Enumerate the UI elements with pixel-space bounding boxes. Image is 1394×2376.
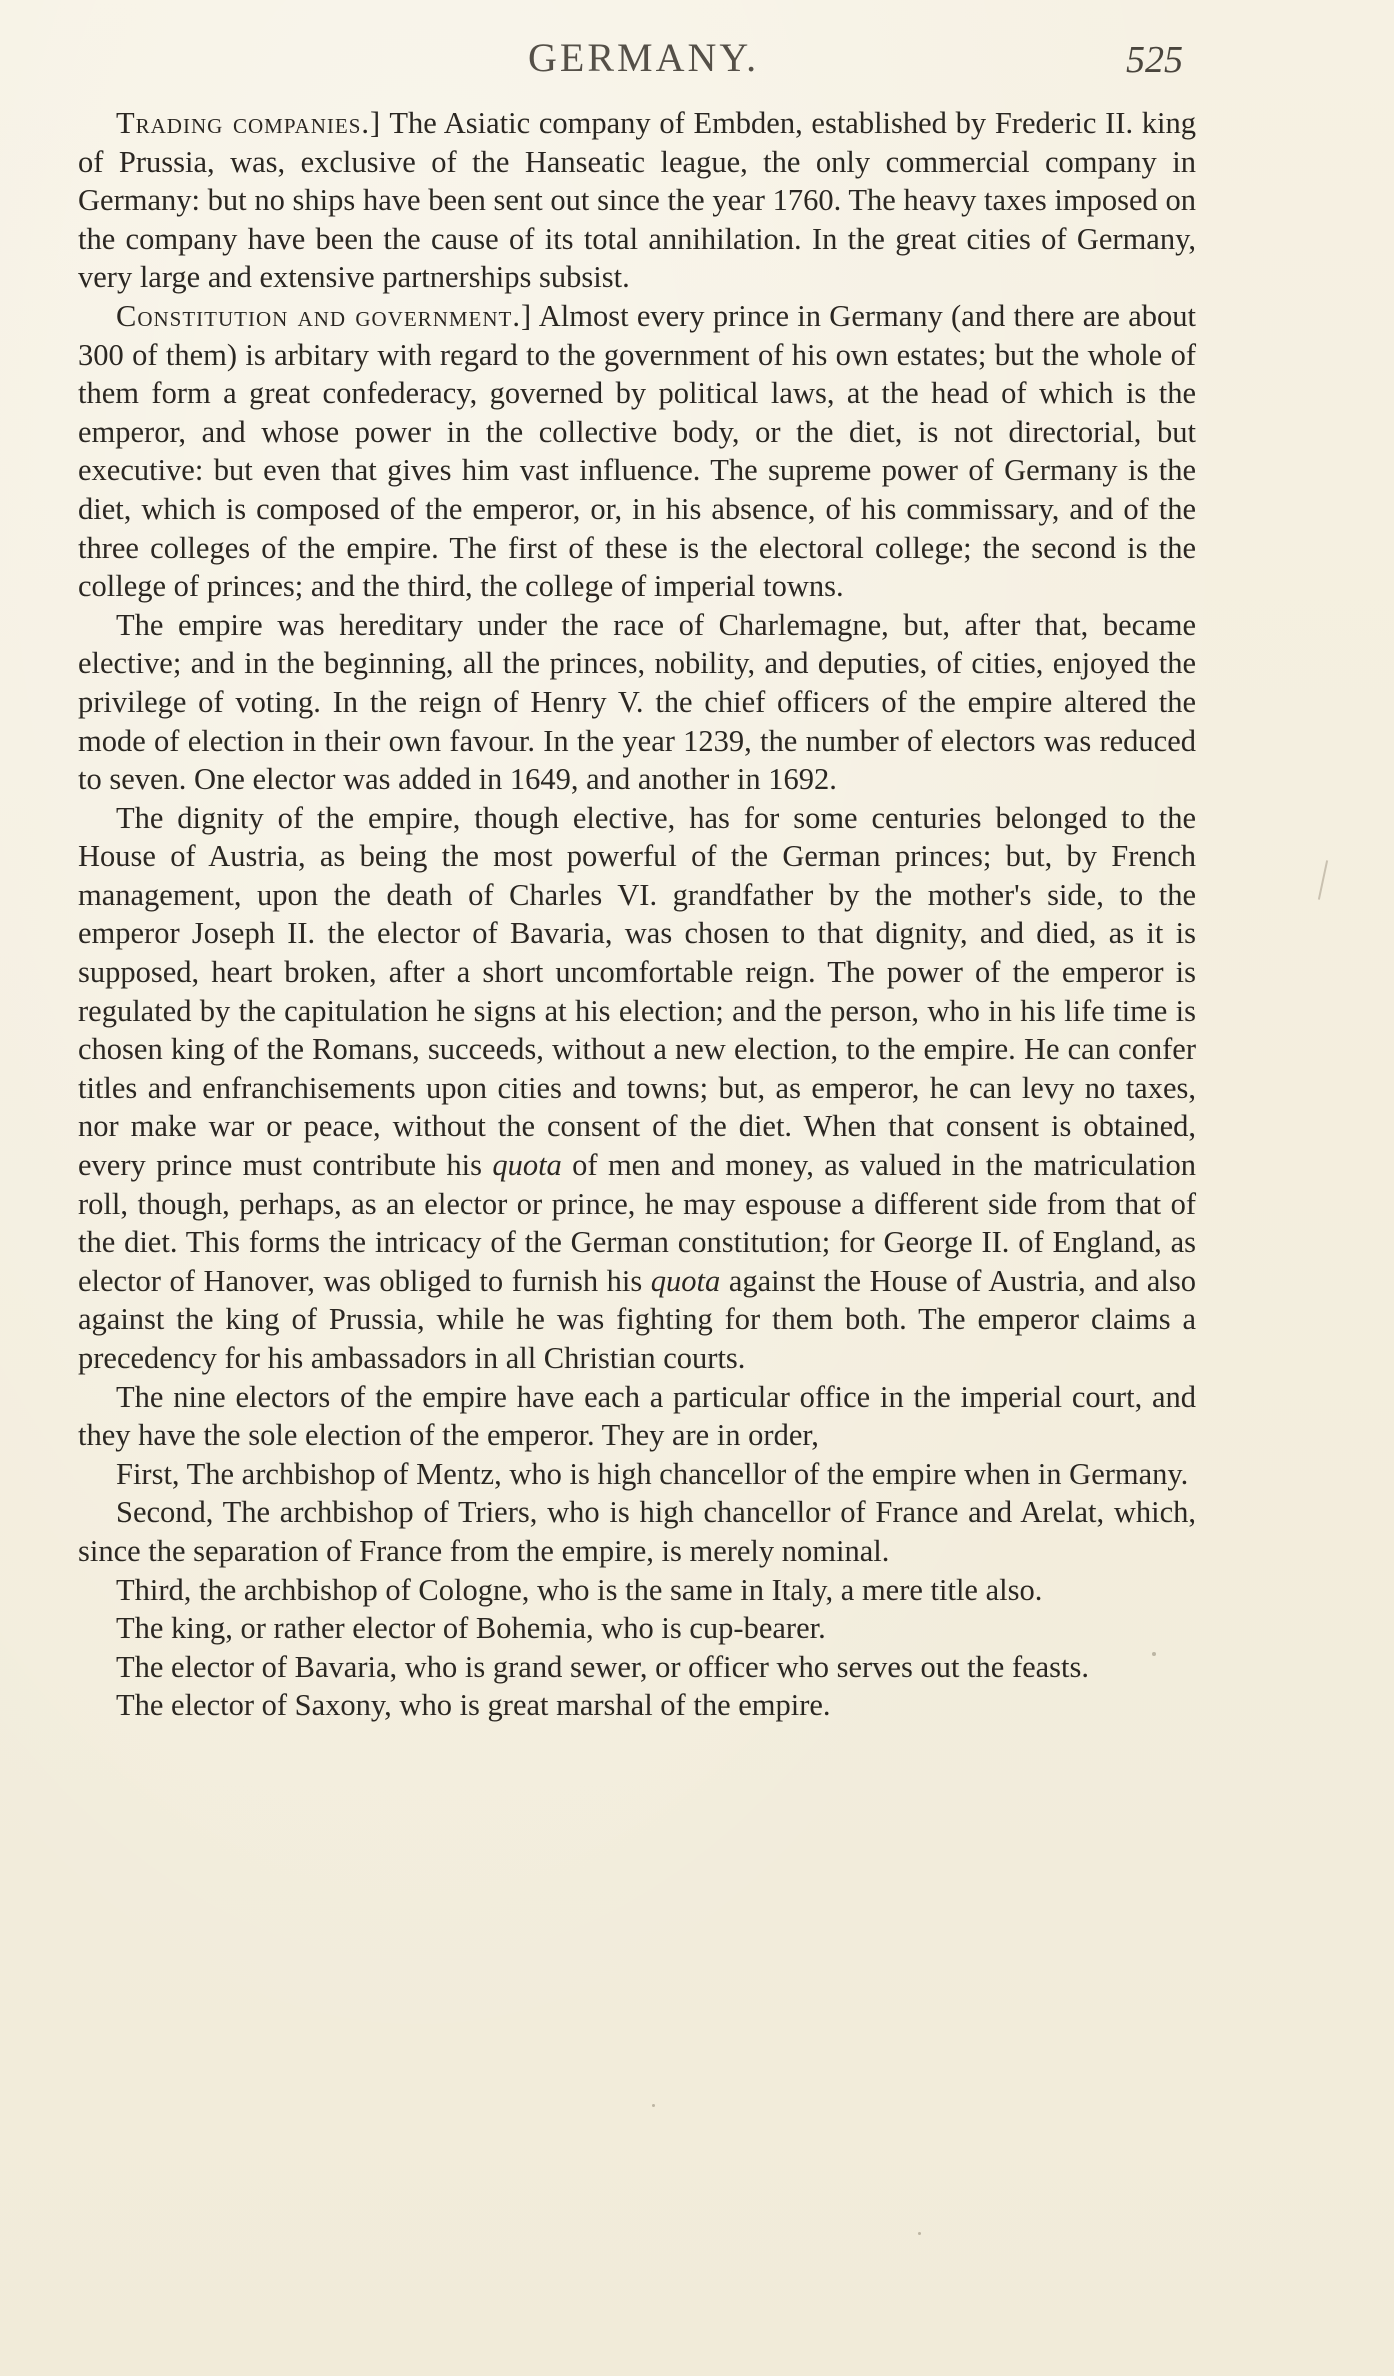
paragraph-text: First, The archbishop of Mentz, who is high chancellor of the empire when in Germany.: [116, 1456, 1189, 1491]
paragraph-trading-companies: [78, 104, 1196, 297]
paragraph-constitution: [78, 297, 1196, 606]
running-title: GERMANY.: [528, 35, 760, 80]
paragraph-hereditary-empire: [78, 606, 1196, 799]
paragraph-elector-bavaria: [78, 1648, 1196, 1687]
paragraph-text: The elector of Bavaria, who is grand sewer, or officer who serves out the feasts.: [116, 1649, 1090, 1684]
section-heading-constitution: Constitution and government.]: [116, 298, 533, 333]
italic-quota: quota: [492, 1148, 562, 1183]
running-head: [0, 34, 1394, 94]
page-number: 525: [1126, 39, 1183, 81]
paragraph-elector-triers: [78, 1493, 1196, 1570]
paragraph-text: of men and money, as valued in the matriculation roll, though, perhaps, as an elector or prince, he may espouse a different side from that of the diet. This forms the intricacy of the German constitution; for George II. of England, as elector of Hanover, was obliged to furnish his: [78, 1148, 1196, 1298]
paragraph-text: The Asiatic company of Embden, established by Frederic II. king of Prussia, was, exclusive of the Hanseatic league, the only commercial company in Germany: but no ships have been sent out since the year 1760. The heavy taxes imposed on the company have been the cause of its total annihilation. In the great cities of Germany, very large and extensive partnerships subsist.: [78, 106, 1196, 295]
paragraph-elector-saxony: [78, 1686, 1196, 1725]
italic-quota: quota: [650, 1263, 721, 1298]
paragraph-text: The king, or rather elector of Bohemia, who is cup-bearer.: [116, 1611, 826, 1646]
section-heading-trading-companies: Trading companies.]: [116, 106, 382, 140]
paper-speck: [918, 2232, 921, 2235]
paragraph-text: The nine electors of the empire have each a particular office in the imperial court, and they have the sole election of the emperor. They are in order,: [78, 1379, 1196, 1453]
paragraph-text: against the House of Austria, and also against the king of Prussia, while he was fighting for them both. The emperor claims a precedency for his ambassadors in all Christian courts.: [78, 1263, 1196, 1375]
paragraph-text: Third, the archbishop of Cologne, who is the same in Italy, a mere title also.: [116, 1572, 1043, 1607]
margin-mark: [1318, 860, 1328, 900]
paragraph-elector-bohemia: [78, 1609, 1196, 1648]
paragraph-elector-cologne: [78, 1571, 1196, 1610]
paragraph-elector-mentz: [78, 1455, 1196, 1494]
paragraph-text: The empire was hereditary under the race of Charlemagne, but, after that, became elective; and in the beginning, all the princes, nobility, and deputies, of cities, enjoyed the privilege of voting. In the reign of Henry V. the chief officers of the empire altered the mode of election in their own favour. In the year 1239, the number of electors was reduced to seven. One elector was added in 1649, and another in 1692.: [78, 607, 1196, 797]
paper-speck: [1152, 1652, 1156, 1656]
paper-speck: [652, 2104, 655, 2107]
paragraph-text: The elector of Saxony, who is great marshal of the empire.: [116, 1688, 831, 1723]
paragraph-nine-electors: [78, 1378, 1196, 1455]
body-text: [78, 104, 1196, 1725]
paragraph-text: Almost every prince in Germany (and there are about 300 of them) is arbitary with regard to the government of his own estates; but the whole of them form a great confederacy, governed by political laws, at the head of which is the emperor, and whose power in the collective body, or the diet, is not directorial, but executive: but even that gives him vast influence. The supreme power of Germany is the diet, which is composed of the emperor, or, in his absence, of his commissary, and of the three colleges of the empire. The first of these is the electoral college; the second is the college of princes; and the third, the college of imperial towns.: [78, 298, 1197, 604]
paragraph-dignity-of-empire: [78, 799, 1196, 1378]
paragraph-text: Second, The archbishop of Triers, who is high chancellor of France and Arelat, which, since the separation of France from the empire, is merely nominal.: [78, 1495, 1196, 1568]
paragraph-text: The dignity of the empire, though elective, has for some centuries belonged to the House of Austria, as being the most powerful of the German princes; but, by French management, upon the death of Charles VI. grandfather by the mother's side, to the emperor Joseph II. the elector of Bavaria, was chosen to that dignity, and died, as it is supposed, heart broken, after a short uncomfortable reign. The power of the emperor is regulated by the capitulation he signs at his election; and the person, who in his life time is chosen king of the Romans, succeeds, without a new election, to the empire. He can confer titles and enfranchisements upon cities and towns; but, as emperor, he can levy no taxes, nor make war or peace, without the consent of the diet. When that consent is obtained, every prince must contribute his: [78, 800, 1196, 1183]
